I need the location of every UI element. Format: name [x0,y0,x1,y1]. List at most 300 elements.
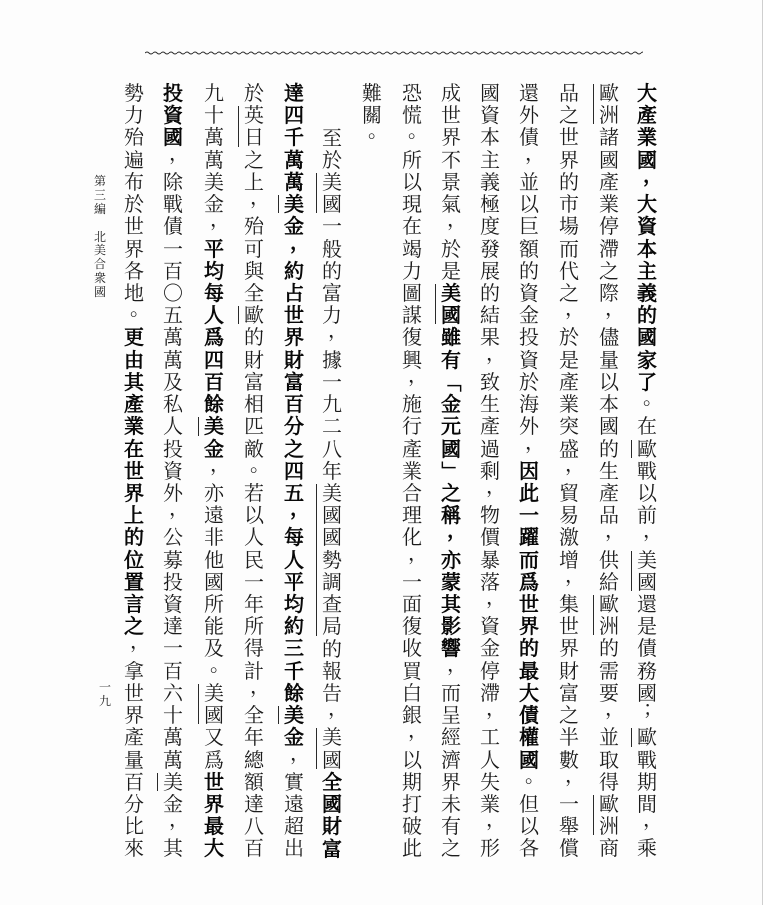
character: 過 [480,436,500,461]
character: 第 [93,174,106,188]
character: 世 [559,125,579,150]
text-segment [203,771,225,860]
character: 的 [519,636,539,661]
character: 美 [284,192,304,217]
character: 代 [559,258,579,283]
character: 國 [480,81,500,105]
character: 竭 [402,236,422,261]
character: 平 [284,569,304,594]
character: 界 [284,325,304,350]
character: 市 [559,192,579,217]
character: 以 [402,747,422,772]
character: 極 [480,192,500,217]
character: 發 [480,236,500,261]
character: 金 [204,436,224,461]
character: 各 [124,258,144,283]
text-column-7 [401,81,428,861]
character: 度 [480,214,500,239]
character: 氣 [441,192,461,217]
character: 人 [204,303,224,328]
character: 於 [441,236,461,261]
character: 品 [599,503,619,528]
character: 物 [480,503,500,528]
character: 之 [441,836,461,861]
character: 景 [441,169,461,194]
character: 業 [124,414,144,439]
character: 界 [441,125,461,150]
text-segment [123,81,150,326]
character: ， [565,762,585,787]
character: 界 [519,614,539,639]
character: 遍 [124,147,144,172]
character: 。 [643,385,663,410]
character: 國 [93,285,106,300]
character: 停 [480,658,500,683]
character: 。 [408,118,428,143]
text-segment [598,125,625,594]
character: 敵 [244,436,264,461]
character: 占 [284,280,304,305]
character: 百 [163,258,183,283]
character: 因 [519,458,539,483]
character: 影 [441,614,461,639]
character: ， [408,718,428,743]
character: 集 [559,592,579,617]
character: ， [210,207,230,232]
character: 本 [599,392,619,417]
character: 。 [130,296,150,321]
character: 之 [559,103,579,128]
character: 剩 [480,458,500,483]
character: 結 [480,303,500,328]
character: 歐 [599,592,619,617]
character: 。 [525,762,545,787]
character: ， [130,629,150,654]
character: 人 [163,414,183,439]
text-column-4 [518,81,545,861]
character: 關 [362,103,382,128]
character: 化 [402,525,422,550]
character: 募 [163,547,183,572]
character: ， [605,296,625,321]
character: 間 [637,792,657,816]
character: 產 [402,436,422,461]
character: 量 [599,347,619,372]
character: 歐 [599,792,619,816]
character: 均 [284,592,304,617]
character: 資 [163,592,183,617]
character: 買 [402,658,422,683]
character: 十 [204,103,224,128]
character: 主 [480,147,500,172]
character: 形 [480,836,500,861]
text-segment [283,193,305,215]
character: 力 [402,258,422,283]
text-column-9 [321,125,348,861]
character: 謀 [402,303,422,328]
character: 出 [284,836,304,861]
character: 四 [284,103,304,128]
character: 之 [559,280,579,305]
character: 面 [402,592,422,617]
character: 其 [441,592,461,617]
character: 界 [124,236,144,261]
character: 現 [402,192,422,217]
text-column-13 [162,81,189,861]
text-column-3 [558,81,585,861]
character: 一 [322,214,342,239]
character: 的 [480,280,500,305]
character: 滯 [599,236,619,261]
character: 元 [441,414,461,439]
character: 平 [204,236,224,261]
character: 遠 [284,792,304,816]
text-segment [598,593,620,637]
character: 分 [284,414,304,439]
character: 產 [559,369,579,394]
text-segment [162,140,189,772]
character: 一 [163,636,183,661]
character: 富 [322,836,342,861]
character: ， [210,451,230,476]
character: 此 [402,836,422,861]
text-segment [558,81,585,861]
character: 國 [322,503,342,528]
text-segment [243,304,265,326]
character: 落 [480,569,500,594]
text-segment [598,793,620,837]
character: 編 [93,201,106,216]
character: 美 [204,169,224,194]
character: 金 [204,192,224,217]
character: 突 [559,414,579,439]
text-segment [636,592,663,726]
character: 半 [559,725,579,750]
character: 年 [322,458,342,483]
character: 「 [439,371,464,392]
text-segment [598,837,620,859]
character: 各 [519,836,539,861]
character: 界 [124,480,144,505]
character: 生 [480,392,500,417]
character: 慌 [402,103,422,128]
character: 界 [559,636,579,661]
character: 國 [637,569,657,594]
character: 增 [559,547,579,572]
character: 而 [441,680,461,705]
character: 殆 [124,125,144,150]
character: 每 [284,525,304,550]
character: 而 [519,547,539,572]
character: 美 [204,414,224,439]
character: 興 [402,347,422,372]
character: 世 [519,592,539,617]
character: 以 [637,480,657,505]
character: 報 [322,658,342,683]
character: 一 [559,792,579,816]
character: 國 [441,436,461,461]
character: ， [486,585,506,610]
character: 萬 [284,147,304,172]
character: 八 [322,436,342,461]
character: 本 [480,125,500,150]
character: 歐 [637,436,657,461]
text-segment [123,629,150,861]
character: 投 [519,325,539,350]
character: 局 [322,614,342,639]
character: 所 [402,147,422,172]
character: 爲 [204,747,224,772]
text-segment [283,740,310,861]
character: 破 [402,814,422,839]
character: 所 [244,614,264,639]
character: ， [525,140,545,165]
character: 由 [124,347,144,372]
character: 數 [559,747,579,772]
character: 巨 [519,214,539,239]
character: ， [408,362,428,387]
text-segment [439,325,467,661]
page-number [97,681,113,709]
character: 民 [244,547,264,572]
character: 美 [93,243,106,258]
text-segment [636,726,658,748]
character: 稱 [441,503,461,528]
character: 富 [244,369,264,394]
character: 又 [204,725,224,750]
character: ， [169,496,189,521]
character: 一 [163,236,183,261]
character: ， [328,318,348,343]
character: 布 [124,169,144,194]
character: 而 [559,236,579,261]
character: 所 [204,592,224,617]
text-segment [361,81,388,149]
character: 之 [599,258,619,283]
character: 供 [599,547,619,572]
character: 工 [480,725,500,750]
character: 置 [124,569,144,594]
character: 能 [204,614,224,639]
character: 金 [284,214,304,239]
character: 理 [402,503,422,528]
character: 衆 [93,271,106,286]
character: 非 [204,525,224,550]
character: 百 [163,658,183,683]
character: 業 [637,125,657,150]
character: 以 [244,503,264,528]
character: 得 [244,636,264,661]
character: 易 [559,503,579,528]
character: 均 [204,258,224,283]
character: 萬 [284,169,304,194]
character: 的 [599,436,619,461]
character: 的 [559,169,579,194]
character: 的 [599,636,619,661]
character: 停 [599,214,619,239]
character [92,217,108,231]
text-segment [283,82,305,193]
character: 美 [322,725,342,750]
character: 每 [204,280,224,305]
character: 告 [322,680,342,705]
character: 業 [599,192,619,217]
character: 業 [480,792,500,816]
character: 義 [637,280,657,305]
character: ， [250,673,270,698]
text-segment [123,326,145,637]
character: 行 [402,414,422,439]
character: ， [605,518,625,543]
character: 十 [163,703,183,728]
text-segment [203,81,230,238]
character: 商 [599,836,619,861]
character: 實 [284,769,304,794]
character: 達 [284,81,304,105]
character: 大 [637,81,657,105]
character: 人 [244,525,264,550]
character: 百 [284,392,304,417]
character: 」 [439,460,464,481]
character: 上 [124,503,144,528]
character: 家 [637,347,657,372]
text-segment [321,636,348,727]
character: 資 [480,103,500,128]
character: 達 [244,792,264,816]
character: 一 [244,569,264,594]
character: 之 [244,147,264,172]
character: 期 [402,769,422,794]
character: 五 [284,480,304,505]
character: 資 [163,103,183,128]
character: 的 [322,636,342,661]
character: 殆 [244,214,264,239]
character: 濟 [441,747,461,772]
character: 位 [124,547,144,572]
character: ， [290,496,310,521]
text-segment [162,82,184,149]
character: 國 [441,303,461,328]
character: 。 [368,118,388,143]
character: 產 [124,392,144,417]
character: 產 [599,169,619,194]
character: 在 [124,436,144,461]
character: 難 [362,81,382,105]
character: 最 [519,658,539,683]
character: 四 [204,347,224,372]
character: 於 [519,369,539,394]
text-segment [162,771,184,793]
character: 產 [124,725,144,750]
character: 可 [244,236,264,261]
character: 額 [244,769,264,794]
character: 生 [599,458,619,483]
character: 在 [637,414,657,439]
character: 量 [124,747,144,772]
character: 合 [93,257,106,272]
running-head [92,175,108,300]
character: 萬 [163,747,183,772]
character: 英 [244,103,264,128]
character: 是 [559,347,579,372]
character: 打 [402,792,422,816]
character: 激 [559,525,579,550]
character: 〇 [163,280,183,305]
character: 得 [599,769,619,794]
character: 資 [519,347,539,372]
character: ， [290,740,310,765]
character: 萬 [163,325,183,350]
character: 未 [441,792,461,816]
character: 比 [124,814,144,839]
character: 躍 [519,525,539,550]
character: 經 [441,725,461,750]
character: ， [486,696,506,721]
character: 蒙 [441,569,461,594]
character: 百 [244,836,264,861]
character: 債 [163,214,183,239]
running-head-column [92,175,108,300]
character: 響 [441,636,461,661]
character: ， [169,807,189,832]
character: ， [565,296,585,321]
character: 務 [637,658,657,683]
character: 的 [244,325,264,350]
character: 全 [244,703,264,728]
character: 萬 [163,347,183,372]
character: 暴 [480,547,500,572]
character: 匹 [244,414,264,439]
character: 與 [244,258,264,283]
character: 外 [519,103,539,128]
character: 世 [124,458,144,483]
text-segment [162,792,189,861]
character: ， [290,229,310,254]
character: 相 [244,392,264,417]
text-segment [636,438,658,460]
character: ； [643,696,663,721]
character: 世 [124,214,144,239]
character: 界 [441,769,461,794]
character: 他 [204,547,224,572]
character: 世 [559,614,579,639]
character: 義 [480,169,500,194]
character: 的 [637,303,657,328]
character: 資 [163,458,183,483]
text-segment [203,238,225,416]
text-segment [479,81,506,861]
character: 富 [322,281,342,306]
character: 權 [519,725,539,750]
character: 歐 [637,725,657,750]
character: 三 [284,636,304,661]
character: 美 [441,280,461,305]
text-segment [636,81,663,394]
character: 百 [124,769,144,794]
character: 了 [637,369,657,394]
text-segment [598,82,620,126]
character: 歐 [244,303,264,328]
character: 美 [284,703,304,728]
character: 調 [322,569,342,594]
character: 八 [244,814,264,839]
character: 債 [519,125,539,150]
character: 一 [402,569,422,594]
character: ， [643,518,663,543]
character: 國 [637,325,657,350]
character: 以 [519,192,539,217]
character: 復 [402,325,422,350]
